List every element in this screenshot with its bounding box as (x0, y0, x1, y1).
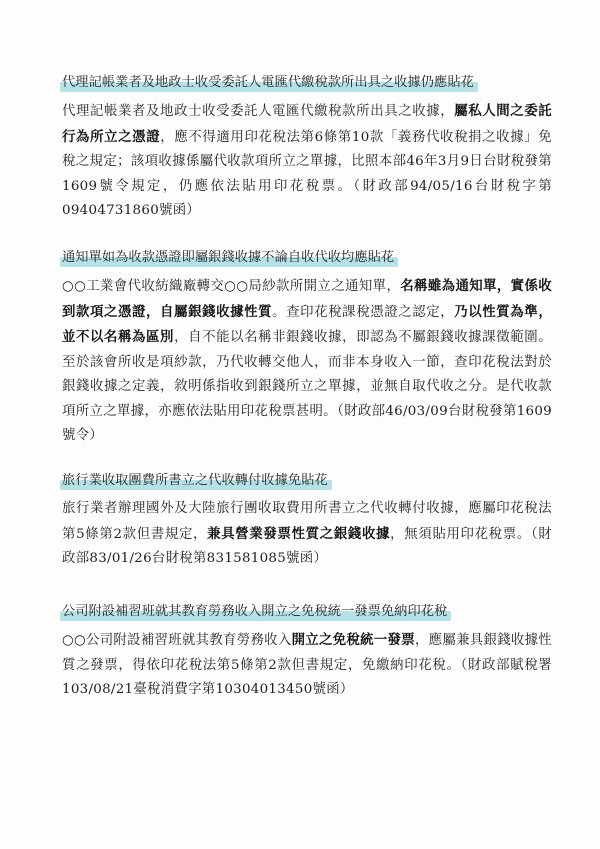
section-stamp-tax-agent-receipt (62, 71, 552, 237)
section-notice-receipt (62, 246, 552, 462)
section-body (62, 99, 552, 224)
body-text: 代理記帳業者及地政士收受委託人電匯代繳稅款所出具之收據， (62, 104, 455, 119)
body-text: ，無須貼用印花稅票。（財政部83/01/26台財稅第831581085號函） (62, 526, 552, 566)
section-heading: 旅行業收取團費所書立之代收轉付收據免貼花 (62, 471, 328, 491)
section-heading: 通知單如為收款憑證即屬銀錢收據不論自收代收均應貼花 (62, 248, 394, 268)
body-text: ○○公司附設補習班就其教育勞務收入 (62, 633, 292, 648)
body-text: ，應屬兼具銀錢收據性質之發票，得依印花稅法第5條第2款但書規定，免繳納印花稅。（財政部賦稅署103/08/21臺稅消費字第10304013450號函） (62, 633, 552, 697)
body-text: 。查印花稅課稅憑證之認定， (272, 304, 455, 320)
body-text-bold: 兼具營業發票性質之銀錢收據 (207, 525, 391, 542)
body-text: ，應不得適用印花稅法第6條第10款「義務代收稅捐之收據」免稅之規定；該項收據係屬代收款項所立之單據，比照本部46年3月9日台財稅發第1609號令規定，仍應依法貼用印花稅票。（財政部94/05/16台財稅字第09404731860號函） (62, 129, 552, 218)
section-body (62, 628, 552, 703)
section-body (62, 274, 552, 449)
body-text-bold: 屬私人間之委託行為所立之憑證 (62, 103, 552, 145)
section-heading: 公司附設補習班就其教育勞務收入開立之免稅統一發票免納印花稅 (62, 602, 447, 622)
body-text: ○○工業會代收紡織廠轉交○○局紗款所開立之通知單， (62, 279, 401, 294)
section-travel-agency-receipt (62, 469, 552, 585)
body-text-bold: 名稱雖為通知單，實係收到款項之憑證，自屬銀錢收據性質 (62, 278, 552, 320)
section-heading: 代理記帳業者及地政士收受委託人電匯代繳稅款所出具之收據仍應貼花 (62, 73, 474, 93)
section-body (62, 497, 552, 572)
body-text-bold: 乃以性質為準，並不以名稱為區別 (62, 303, 553, 345)
body-text: ，自不能以名稱非銀錢收據，即認為不屬銀錢收據課徵範圍。至於該會所收是項紗款，乃代收轉交他人，而非本身收入一節，查印花稅法對於銀錢收據之定義，敘明係指收到銀錢所立之單據，並無自取代收之分。是代收款項所立之單據，亦應依法貼用印花稅票甚明。（財政部46/03/09台財稅發第1609號令） (62, 330, 552, 443)
body-text: 旅行業者辦理國外及大陸旅行團收取費用所書立之代收轉付收據，應屬印花稅法第5條第2款但書規定， (62, 501, 552, 542)
section-cram-school-invoice (62, 600, 552, 716)
body-text-bold: 開立之免稅統一發票 (291, 632, 415, 648)
